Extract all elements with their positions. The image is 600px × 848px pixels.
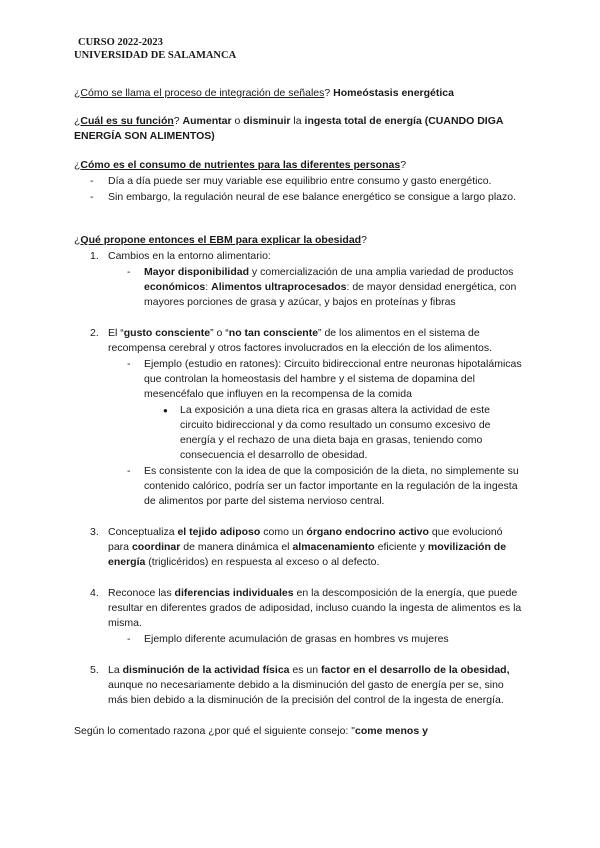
item2-text-a: El “ xyxy=(108,327,124,339)
q2-open: ¿ xyxy=(74,115,81,127)
item1-subbullet xyxy=(74,265,526,310)
item4-bold-differences: diferencias individuales xyxy=(174,587,294,599)
item1-text-c: : de mayor densidad energética, con mayores porciones de grasa y azúcar, y bajos en proteínas y fibras xyxy=(144,281,517,308)
item5-bold-activity: disminución de la actividad física xyxy=(122,664,290,676)
item3-text-b: como un xyxy=(260,526,307,538)
document-header xyxy=(74,36,236,62)
course-year: CURSO 2022-2023 xyxy=(78,37,163,48)
q3-bullet xyxy=(74,174,526,189)
item1-text-a: y comercialización de una amplia variedad de productos xyxy=(249,266,514,278)
item1-bold-ultraprocessed: Alimentos ultraprocesados xyxy=(211,281,347,293)
list-item-4 xyxy=(74,586,526,631)
item1-text: Cambios en la entorno alimentario: xyxy=(108,250,271,262)
question-4 xyxy=(74,233,526,739)
q2-answer-rest: ingesta total de energía (CUANDO DIGA ENERGÍA SON ALIMENTOS) xyxy=(74,115,504,142)
item-number: 1. xyxy=(90,250,99,262)
item3-text-a: Conceptualiza xyxy=(108,526,178,538)
item2-sub1-text: Ejemplo (estudio en ratones): Circuito bidireccional entre neuronas hipotalámicas que controlan la homeostasis del hambre y el sistema de dopamina del mesencéfalo que influyen en la recompensa de la comida xyxy=(144,358,522,400)
q4-open: ¿ xyxy=(74,234,81,246)
item2-text-b: ” o “ xyxy=(210,327,229,339)
q3-close: ? xyxy=(400,159,407,171)
dash-marker: - xyxy=(127,266,131,278)
list-item-1 xyxy=(74,249,526,264)
closing-question xyxy=(74,724,526,739)
item2-subsubbullet xyxy=(74,403,526,463)
item3-bold-coordinate: coordinar xyxy=(131,541,181,553)
bullet-marker: ● xyxy=(163,406,168,415)
university-name: UNIVERSIDAD DE SALAMANCA xyxy=(74,50,237,61)
item5-text-a: La xyxy=(108,664,123,676)
item5-text-c: aunque no necesariamente debido a la disminución del gasto de energía per se, sino más bien debido a la disminución de la precisión del control de la ingesta de energía. xyxy=(108,679,504,706)
q2-answer-the: la xyxy=(290,115,305,127)
question-1 xyxy=(74,86,526,101)
q2-answer-or: o xyxy=(231,115,244,127)
q3-open: ¿ xyxy=(74,159,81,171)
closing-bold: come menos y xyxy=(355,725,428,737)
item2-bold-conscious: gusto consciente xyxy=(123,327,211,339)
item3-bold-endocrine: órgano endocrino activo xyxy=(306,526,429,538)
item3-text-e: eficiente y xyxy=(374,541,428,553)
q1-answer: Homeóstasis energética xyxy=(333,87,454,99)
dash-marker: - xyxy=(127,358,131,370)
item5-bold-factor: factor en el desarrollo de la obesidad, xyxy=(321,664,510,676)
question-2 xyxy=(74,114,526,144)
item3-text-f: (triglicéridos) en respuesta al exceso o al defecto. xyxy=(145,556,380,568)
q2-close: ? xyxy=(173,115,183,127)
q3-question: Cómo es el consumo de nutrientes para las diferentes personas xyxy=(80,159,401,171)
item2-text-c: ” de los alimentos en el sistema de recompensa cerebral y otros factores involucrados en la elección de los alimentos. xyxy=(108,327,493,354)
item4-sub1-text: Ejemplo diferente acumulación de grasas en hombres vs mujeres xyxy=(144,633,449,645)
item-number: 5. xyxy=(90,664,99,676)
item2-subbullet xyxy=(74,357,526,402)
q1-open: ¿ xyxy=(74,87,81,99)
item4-text-b: en la descomposición de la energía, que puede resultar en diferentes grados de adiposidad, incluso cuando la ingesta de alimentos es la misma. xyxy=(108,587,522,629)
item-number: 3. xyxy=(90,526,99,538)
q1-question: Cómo se llama el proceso de integración de señales xyxy=(80,87,325,99)
item1-bold-economic: económicos xyxy=(144,281,206,293)
dash-marker: - xyxy=(90,175,94,187)
item3-bold-adipose: el tejido adiposo xyxy=(177,526,261,538)
item2-sub2-text: Es consistente con la idea de que la composición de la dieta, no simplemente su contenido calórico, podría ser un factor importante en la regulación de la ingesta de alimentos por parte del sistema nervioso central. xyxy=(144,465,519,507)
item4-text-a: Reconoce las xyxy=(108,587,175,599)
item5-text-b: es un xyxy=(289,664,322,676)
q2-question: Cuál es su función xyxy=(80,115,174,127)
item2-bold-not-conscious: no tan consciente xyxy=(228,327,319,339)
q4-close: ? xyxy=(361,234,367,246)
item3-text-d: de manera dinámica el xyxy=(180,541,293,553)
question-3 xyxy=(74,158,526,205)
dash-marker: - xyxy=(127,633,131,645)
q2-answer-decrease: disminuir xyxy=(243,115,291,127)
item-number: 4. xyxy=(90,587,99,599)
list-item-5 xyxy=(74,663,526,708)
item2-subsub-text: La exposición a una dieta rica en grasas altera la actividad de este circuito bidireccional y da como resultado un consumo excesivo de energía y el rechazo de una dieta baja en grasas, teniendo como consecuencia el desarrollo de obesidad. xyxy=(180,404,491,461)
q4-question: Qué propone entonces el EBM para explicar la obesidad xyxy=(80,234,362,246)
q3-bullet-text: Día a día puede ser muy variable ese equilibrio entre consumo y gasto energético. xyxy=(108,175,492,187)
item3-bold-mobilization: movilización de energía xyxy=(108,541,507,568)
closing-text: Según lo comentado razona ¿por qué el siguiente consejo: " xyxy=(74,725,355,737)
item4-subbullet xyxy=(74,632,526,647)
item1-text-b: : xyxy=(205,281,212,293)
dash-marker: - xyxy=(127,465,131,477)
q1-close: ? xyxy=(324,87,334,99)
q3-bullet xyxy=(74,190,526,205)
item2-subbullet xyxy=(74,464,526,509)
item-number: 2. xyxy=(90,327,99,339)
q2-answer-increase: Aumentar xyxy=(182,115,232,127)
list-item-2 xyxy=(74,326,526,356)
item3-text-c: que evolucionó para xyxy=(108,526,503,553)
item1-bold-availability: Mayor disponibilidad xyxy=(144,266,250,278)
dash-marker: - xyxy=(90,191,94,203)
item3-bold-storage: almacenamiento xyxy=(292,541,375,553)
list-item-3 xyxy=(74,525,526,570)
q3-bullet-text: Sin embargo, la regulación neural de ese balance energético se consigue a largo plazo. xyxy=(108,191,517,203)
